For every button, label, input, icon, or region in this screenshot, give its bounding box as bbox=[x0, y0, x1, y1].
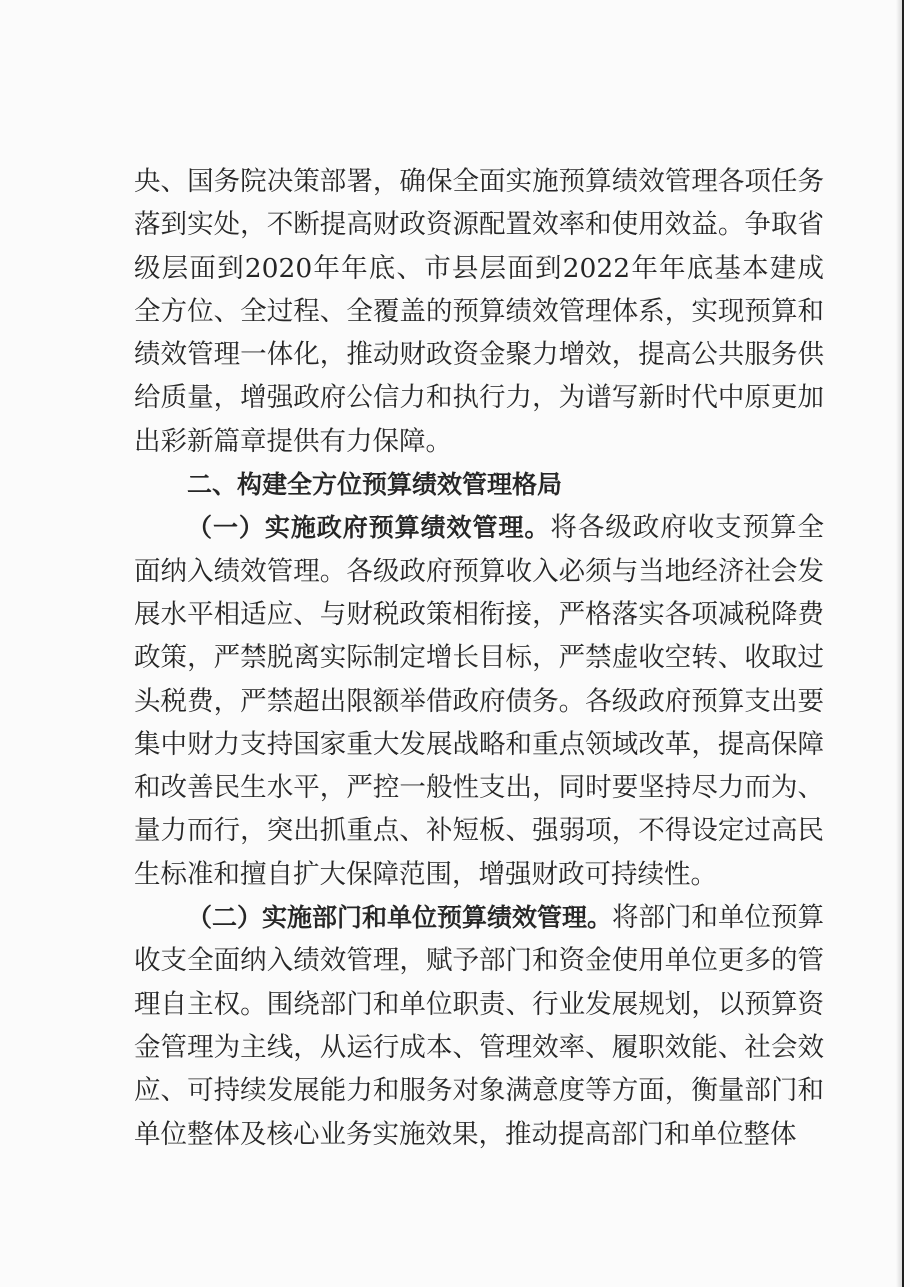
scan-edge-line bbox=[902, 0, 904, 1287]
section-heading: 二、构建全方位预算绩效管理格局 bbox=[187, 470, 563, 500]
subsection-body-1: 将各级政府收支预算全面纳入绩效管理。各级政府预算收入必须与当地经济社会发展水平相适应、与财税政策相衔接，严格落实各项减税降费政策，严禁脱离实际制定增长目标，严禁虚收空转、收取过头税费，严禁超出限额举借政府债务。各级政府预算支出要集中财力支持国家重大发展战略和重点领域改革，提高保障和改善民生水平，严控一般性支出，同时要坚持尽力而为、量力而行，突出抓重点、补短板、强弱项，不得设定过高民生标准和擅自扩大保障范围，增强财政可持续性。 bbox=[134, 512, 824, 890]
subsection-paragraph-2 bbox=[134, 896, 824, 1156]
subsection-body-2: 将部门和单位预算收支全面纳入绩效管理，赋予部门和资金使用单位更多的管理自主权。围绕部门和单位职责、行业发展规划，以预算资金管理为主线，从运行成本、管理效率、履职效能、社会效应、可持续发展能力和服务对象满意度等方面，衡量部门和单位整体及核心业务实施效果，推动提高部门和单位整体 bbox=[134, 902, 825, 1150]
subsection-paragraph-1 bbox=[134, 506, 824, 896]
paragraph-continuation: 央、国务院决策部署，确保全面实施预算绩效管理各项任务落到实处，不断提高财政资源配置效率和使用效益。争取省级层面到2020年年底、市县层面到2022年年底基本建成全方位、全过程、全覆盖的预算绩效管理体系，实现预算和绩效管理一体化，推动财政资金聚力增效，提高公共服务供给质量，增强政府公信力和执行力，为谱写新时代中原更加出彩新篇章提供有力保障。 bbox=[134, 166, 824, 457]
subsection-title-1: （一）实施政府预算绩效管理。 bbox=[187, 513, 551, 543]
document-body bbox=[134, 160, 824, 1156]
subsection-title-2: （二）实施部门和单位预算绩效管理。 bbox=[187, 903, 613, 933]
